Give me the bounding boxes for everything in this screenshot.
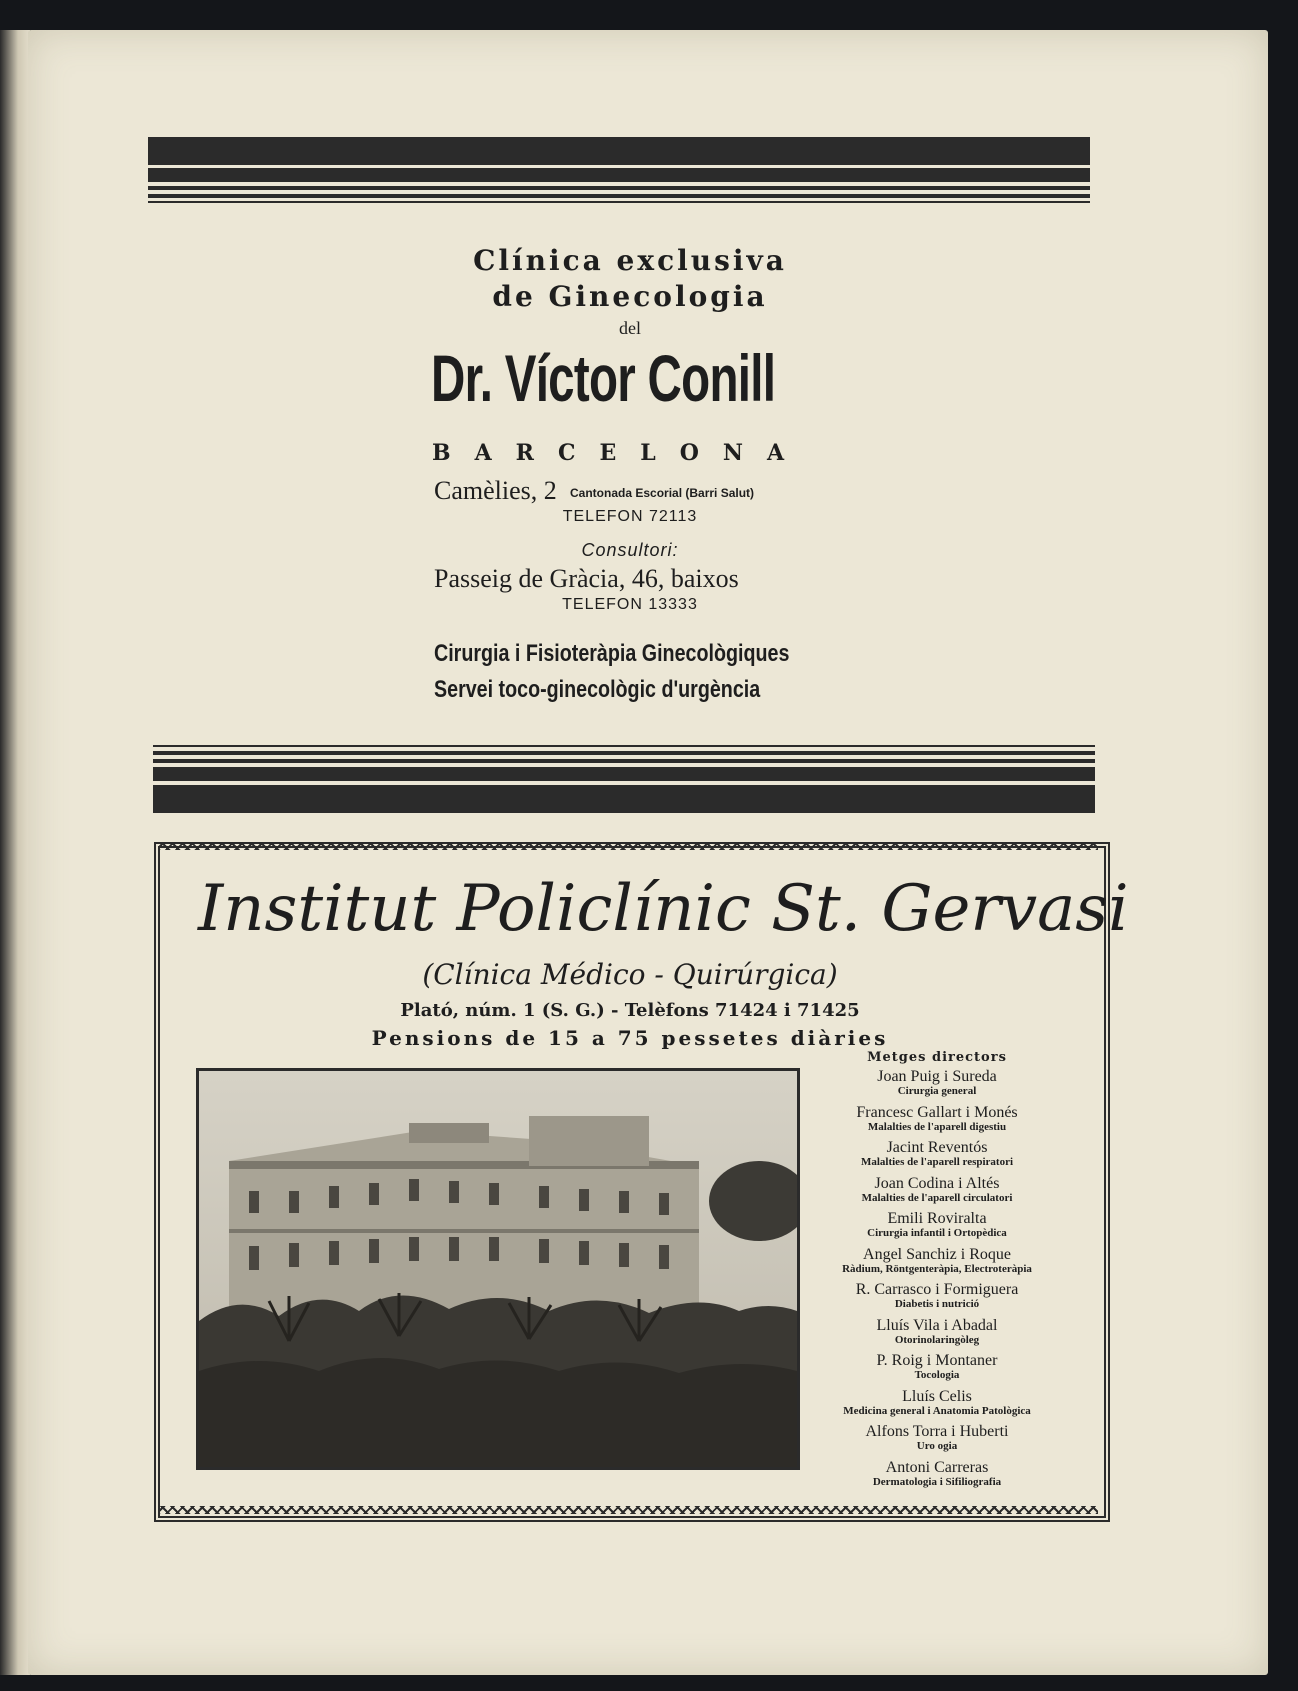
- institute-photo: [196, 1068, 800, 1470]
- address-note: Cantonada Escorial (Barri Salut): [570, 486, 755, 500]
- doctor-specialty: Tocologia: [914, 1369, 960, 1381]
- doctor-specialty: Medicina general i Anatomia Patològica: [843, 1404, 1031, 1417]
- phone-2: TELEFON 13333: [562, 596, 698, 613]
- city: BARCELONA: [432, 440, 809, 466]
- doctor-specialty: Uro ogia: [916, 1440, 958, 1452]
- institute-subtitle: (Clínica Médico - Quirúrgica): [422, 958, 838, 991]
- doctor-name: Joan Codina i Altés: [874, 1174, 1000, 1192]
- doctor-specialty: Diabetis i nutrició: [894, 1298, 980, 1310]
- doctor-entry: [806, 1175, 1068, 1211]
- ad1-line1: Clínica exclusiva: [473, 244, 787, 277]
- doctor-entry: [806, 1423, 1068, 1459]
- doctor-specialty: Cirurgia infantil i Ortopèdica: [867, 1227, 1007, 1239]
- doctor-entry: [806, 1104, 1068, 1140]
- doctor-entry: [806, 1068, 1068, 1104]
- doctor-entry: [806, 1317, 1068, 1353]
- doctor-entry: [806, 1352, 1068, 1388]
- directors-label: Metges directors: [867, 1050, 1007, 1065]
- pensions: Pensions de 15 a 75 pessetes diàries: [371, 1026, 889, 1050]
- doctor-specialty: Otorinolaringòleg: [894, 1333, 980, 1346]
- address-passeig: Passeig de Gràcia, 46, baixos: [434, 564, 739, 593]
- ornament-bottom: [158, 1506, 1098, 1514]
- doctor-entry: [806, 1139, 1068, 1175]
- doctor-specialty: Dermatologia i Sifiliografia: [872, 1475, 1002, 1488]
- building-illustration: [199, 1071, 797, 1467]
- address-camelies: Camèlies, 2: [434, 476, 557, 505]
- doctor-specialty: Cirurgia general: [897, 1085, 977, 1097]
- doctor-list: [806, 1068, 1068, 1494]
- doctor-name: R. Carrasco i Formiguera: [855, 1281, 1019, 1298]
- doctor-entry: [806, 1388, 1068, 1424]
- doctor-name: Joan Puig i Sureda: [877, 1068, 997, 1085]
- doctor-name: Jacint Reventós: [886, 1139, 988, 1156]
- institute-name: Institut Policlínic St. Gervasi: [198, 872, 1129, 946]
- ad1-del: del: [619, 318, 641, 338]
- ad1-line2: de Ginecologia: [492, 280, 768, 313]
- doctor-name: Alfons Torra i Huberti: [865, 1423, 1009, 1440]
- phone-1: TELEFON 72113: [562, 508, 698, 525]
- service-urgency: Servei toco-ginecològic d'urgència: [434, 676, 761, 703]
- doctor-entry: [806, 1459, 1068, 1495]
- doctor-name: Antoni Carreras: [885, 1458, 989, 1476]
- service-surgery: Cirurgia i Fisioteràpia Ginecològiques: [434, 640, 790, 667]
- doctor-name: Dr. Víctor Conill: [431, 341, 776, 415]
- doctor-name: Lluís Vila i Abadal: [876, 1316, 998, 1334]
- doctor-name: Angel Sanchiz i Roque: [863, 1245, 1011, 1263]
- institute-address: Plató, núm. 1 (S. G.) - Telèfons 71424 i 71425: [400, 1000, 860, 1021]
- book-spine: [0, 30, 30, 1675]
- doctor-specialty: Malalties de l'aparell respiratori: [860, 1156, 1014, 1168]
- consult-label: Consultori:: [581, 540, 679, 560]
- doctor-specialty: Malalties de l'aparell digestiu: [867, 1120, 1007, 1133]
- doctor-entry: [806, 1246, 1068, 1282]
- doctor-name: Lluís Celis: [902, 1387, 972, 1405]
- doctor-name: Emili Roviralta: [887, 1210, 987, 1227]
- doctor-entry: [806, 1281, 1068, 1317]
- doctor-specialty: Malalties de l'aparell circulatori: [861, 1191, 1013, 1204]
- doctor-name: Francesc Gallart i Monés: [856, 1103, 1018, 1121]
- doctor-entry: [806, 1210, 1068, 1246]
- doctor-name: P. Roig i Montaner: [876, 1352, 998, 1369]
- ornament-top: [158, 842, 1098, 850]
- doctor-specialty: Ràdium, Röntgenteràpia, Electroteràpia: [842, 1262, 1032, 1275]
